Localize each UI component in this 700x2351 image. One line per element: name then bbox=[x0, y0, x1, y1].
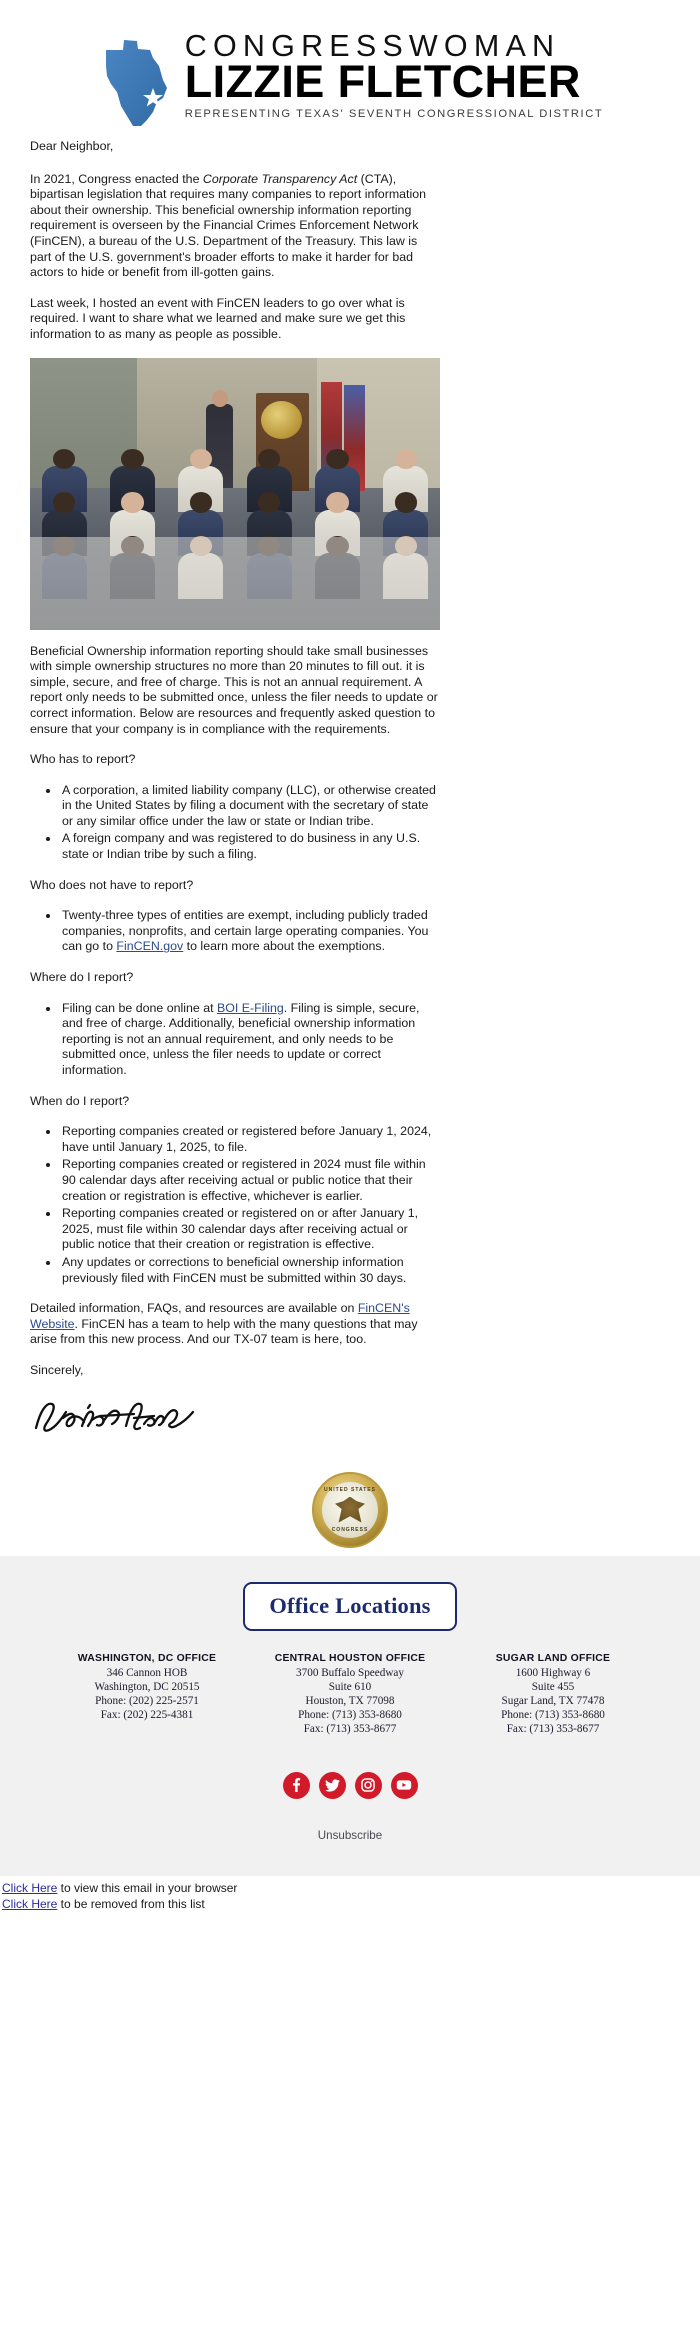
office-title: SUGAR LAND OFFICE bbox=[495, 1652, 611, 1664]
social-links bbox=[0, 1772, 700, 1799]
list-when-do-i-report bbox=[30, 1124, 440, 1286]
para1-part-b: (CTA), bipartisan legislation that requires many companies to report information about their ownership. This beneficial ownership information reporting requirement is overseen by the Financial Crimes Enforcement Network (FinCEN), a bureau of the U.S. Department of the Treasury. This law is part of the U.S. government's broader efforts to make it harder for bad actors to hide or benefit from ill-gotten gains. bbox=[30, 171, 427, 280]
logo-line-name: LIZZIE FLETCHER bbox=[184, 56, 581, 108]
fincen-event-photo bbox=[30, 358, 440, 630]
list-item: • Reporting companies created or registered in 2024 must file within 90 calendar days after receiving actual or public notice that their creation or registration is effective, whichever is earlier. bbox=[60, 1157, 440, 1204]
remove-from-list-link[interactable]: Click Here bbox=[2, 1897, 58, 1911]
paragraph-3: Beneficial Ownership information reporting should take small businesses with simple ownership structures no more than 20 minutes to fill out. it is simple, secure, and free of charge. This is not an annual requirement. A report only needs to be submitted once, unless the filer needs to update or correct information. Below are resources and frequently asked question to ensure that your company is in compliance with the requirements. bbox=[30, 643, 438, 736]
office-line: Phone: (713) 353-8680 bbox=[298, 1708, 402, 1721]
remove-from-list-row bbox=[2, 1896, 700, 1913]
list-item bbox=[60, 908, 440, 955]
youtube-icon[interactable] bbox=[391, 1772, 418, 1799]
office-line: 3700 Buffalo Speedway bbox=[296, 1666, 404, 1679]
bottom-links bbox=[0, 1876, 700, 1919]
para1-part-a: In 2021, Congress enacted the bbox=[30, 171, 203, 186]
filing-text-b: . Filing is simple, secure, and free of charge. Additionally, beneficial ownership information reporting is not an annual requirement, and only needs to be submitted once, unless the filer needs to update or correct information. bbox=[62, 1000, 420, 1077]
email-header bbox=[0, 0, 700, 139]
office-line: 1600 Highway 6 bbox=[515, 1666, 591, 1679]
boi-efiling-link[interactable]: BOI E-Filing bbox=[217, 1000, 284, 1015]
office-title: WASHINGTON, DC OFFICE bbox=[77, 1652, 217, 1664]
office-line: Sugar Land, TX 77478 bbox=[501, 1694, 605, 1707]
office-line: Suite 455 bbox=[531, 1680, 575, 1693]
office-central-houston bbox=[258, 1653, 443, 1736]
view-in-browser-text: to view this email in your browser bbox=[57, 1880, 238, 1895]
exempt-text-b: to learn more about the exemptions. bbox=[183, 939, 386, 954]
texas-state-icon bbox=[97, 36, 175, 133]
office-locations-banner bbox=[243, 1582, 457, 1631]
list-item: • Any updates or corrections to beneficial ownership information previously filed with FinCEN must be submitted within 30 days. bbox=[60, 1255, 440, 1286]
list-who-does-not-report bbox=[30, 908, 440, 955]
office-sugar-land bbox=[461, 1653, 646, 1736]
question-who-does-not-report: Who does not have to report? bbox=[30, 877, 194, 892]
list-item: • Reporting companies created or registered on or after January 1, 2025, must file within 30 calendar days after receiving actual or public notice that their creation or registration is effective. bbox=[60, 1206, 440, 1253]
congresswoman-logo bbox=[97, 30, 603, 133]
closing-text-b: . FinCEN has a team to help with the many questions that may arise from this new process. And our TX-07 team is here, too. bbox=[30, 1316, 418, 1347]
list-item: • A corporation, a limited liability company (LLC), or otherwise created in the United States by filing a document with the secretary of state or any similar office under the law or state or Indian tribe. bbox=[60, 783, 440, 830]
closing-paragraph bbox=[30, 1301, 440, 1348]
list-item: • A foreign company and was registered to do business in any U.S. state or Indian tribe by such a filing. bbox=[60, 831, 440, 862]
office-locations-label: Office Locations bbox=[269, 1592, 431, 1618]
list-item bbox=[60, 1001, 440, 1079]
question-who-has-to-report: Who has to report? bbox=[30, 752, 136, 767]
eagle-icon bbox=[335, 1497, 365, 1523]
salutation: Dear Neighbor, bbox=[30, 139, 114, 153]
office-title: CENTRAL HOUSTON OFFICE bbox=[274, 1652, 426, 1664]
cta-act-title: Corporate Transparency Act bbox=[202, 171, 358, 186]
office-line: Suite 610 bbox=[328, 1680, 372, 1693]
filing-text-a: Filing can be done online at bbox=[62, 1000, 217, 1015]
list-who-has-to-report bbox=[30, 783, 440, 863]
unsubscribe-link-wrap bbox=[0, 1829, 700, 1842]
office-line: 346 Cannon HOB bbox=[106, 1666, 188, 1679]
question-when-do-i-report: When do I report? bbox=[30, 1093, 130, 1108]
seal-top-text: UNITED STATES bbox=[324, 1486, 376, 1493]
question-where-do-i-report: Where do I report? bbox=[30, 970, 134, 985]
email-footer bbox=[0, 1556, 700, 1876]
view-in-browser-row bbox=[2, 1880, 700, 1897]
view-in-browser-link[interactable]: Click Here bbox=[2, 1880, 58, 1895]
event-photo-block bbox=[30, 358, 440, 630]
paragraph-2: Last week, I hosted an event with FinCEN leaders to go over what is required. I want to share what we learned and make sure we get this information to as many as people as possible. bbox=[30, 295, 406, 341]
list-item: • Reporting companies created or registered before January 1, 2024, have until January 1, 2025, to file. bbox=[60, 1124, 440, 1155]
email-body bbox=[0, 139, 700, 1442]
office-line: Houston, TX 77098 bbox=[305, 1694, 395, 1707]
logo-line-congresswoman: CONGRESSWOMAN bbox=[184, 29, 561, 63]
seal-bottom-text: CONGRESS bbox=[331, 1526, 369, 1533]
twitter-icon[interactable] bbox=[319, 1772, 346, 1799]
facebook-icon[interactable] bbox=[283, 1772, 310, 1799]
exempt-text-a: Twenty-three types of entities are exempt, including publicly traded companies, nonprofits, and certain large operating companies. You can go to bbox=[62, 908, 429, 954]
list-where-do-i-report bbox=[30, 1001, 440, 1079]
letter-content bbox=[30, 139, 440, 1442]
paragraph-1 bbox=[30, 172, 440, 281]
instagram-icon[interactable] bbox=[355, 1772, 382, 1799]
office-line: Phone: (713) 353-8680 bbox=[501, 1708, 605, 1721]
office-line: Washington, DC 20515 bbox=[94, 1680, 200, 1693]
sincerely-line: Sincerely, bbox=[30, 1362, 84, 1377]
unsubscribe-label[interactable]: Unsubscribe bbox=[317, 1828, 383, 1842]
logo-line-district: REPRESENTING TEXAS' SEVENTH CONGRESSIONAL DISTRICT bbox=[184, 108, 604, 121]
fincen-gov-link[interactable]: FinCEN.gov bbox=[116, 939, 184, 954]
office-washington-dc bbox=[55, 1653, 240, 1736]
congress-seal-block bbox=[0, 1442, 700, 1556]
remove-from-list-text: to be removed from this list bbox=[57, 1897, 205, 1911]
office-line: Fax: (713) 353-8677 bbox=[303, 1722, 397, 1735]
fincen-website-link[interactable]: FinCEN's Website bbox=[30, 1301, 410, 1331]
office-list bbox=[0, 1653, 700, 1736]
signature bbox=[30, 1394, 440, 1442]
office-line: Phone: (202) 225-2571 bbox=[95, 1694, 199, 1707]
closing-text-a: Detailed information, FAQs, and resources are available on bbox=[30, 1301, 358, 1316]
us-congress-seal-icon bbox=[312, 1472, 388, 1548]
office-line: Fax: (713) 353-8677 bbox=[506, 1722, 600, 1735]
office-line: Fax: (202) 225-4381 bbox=[100, 1708, 194, 1721]
